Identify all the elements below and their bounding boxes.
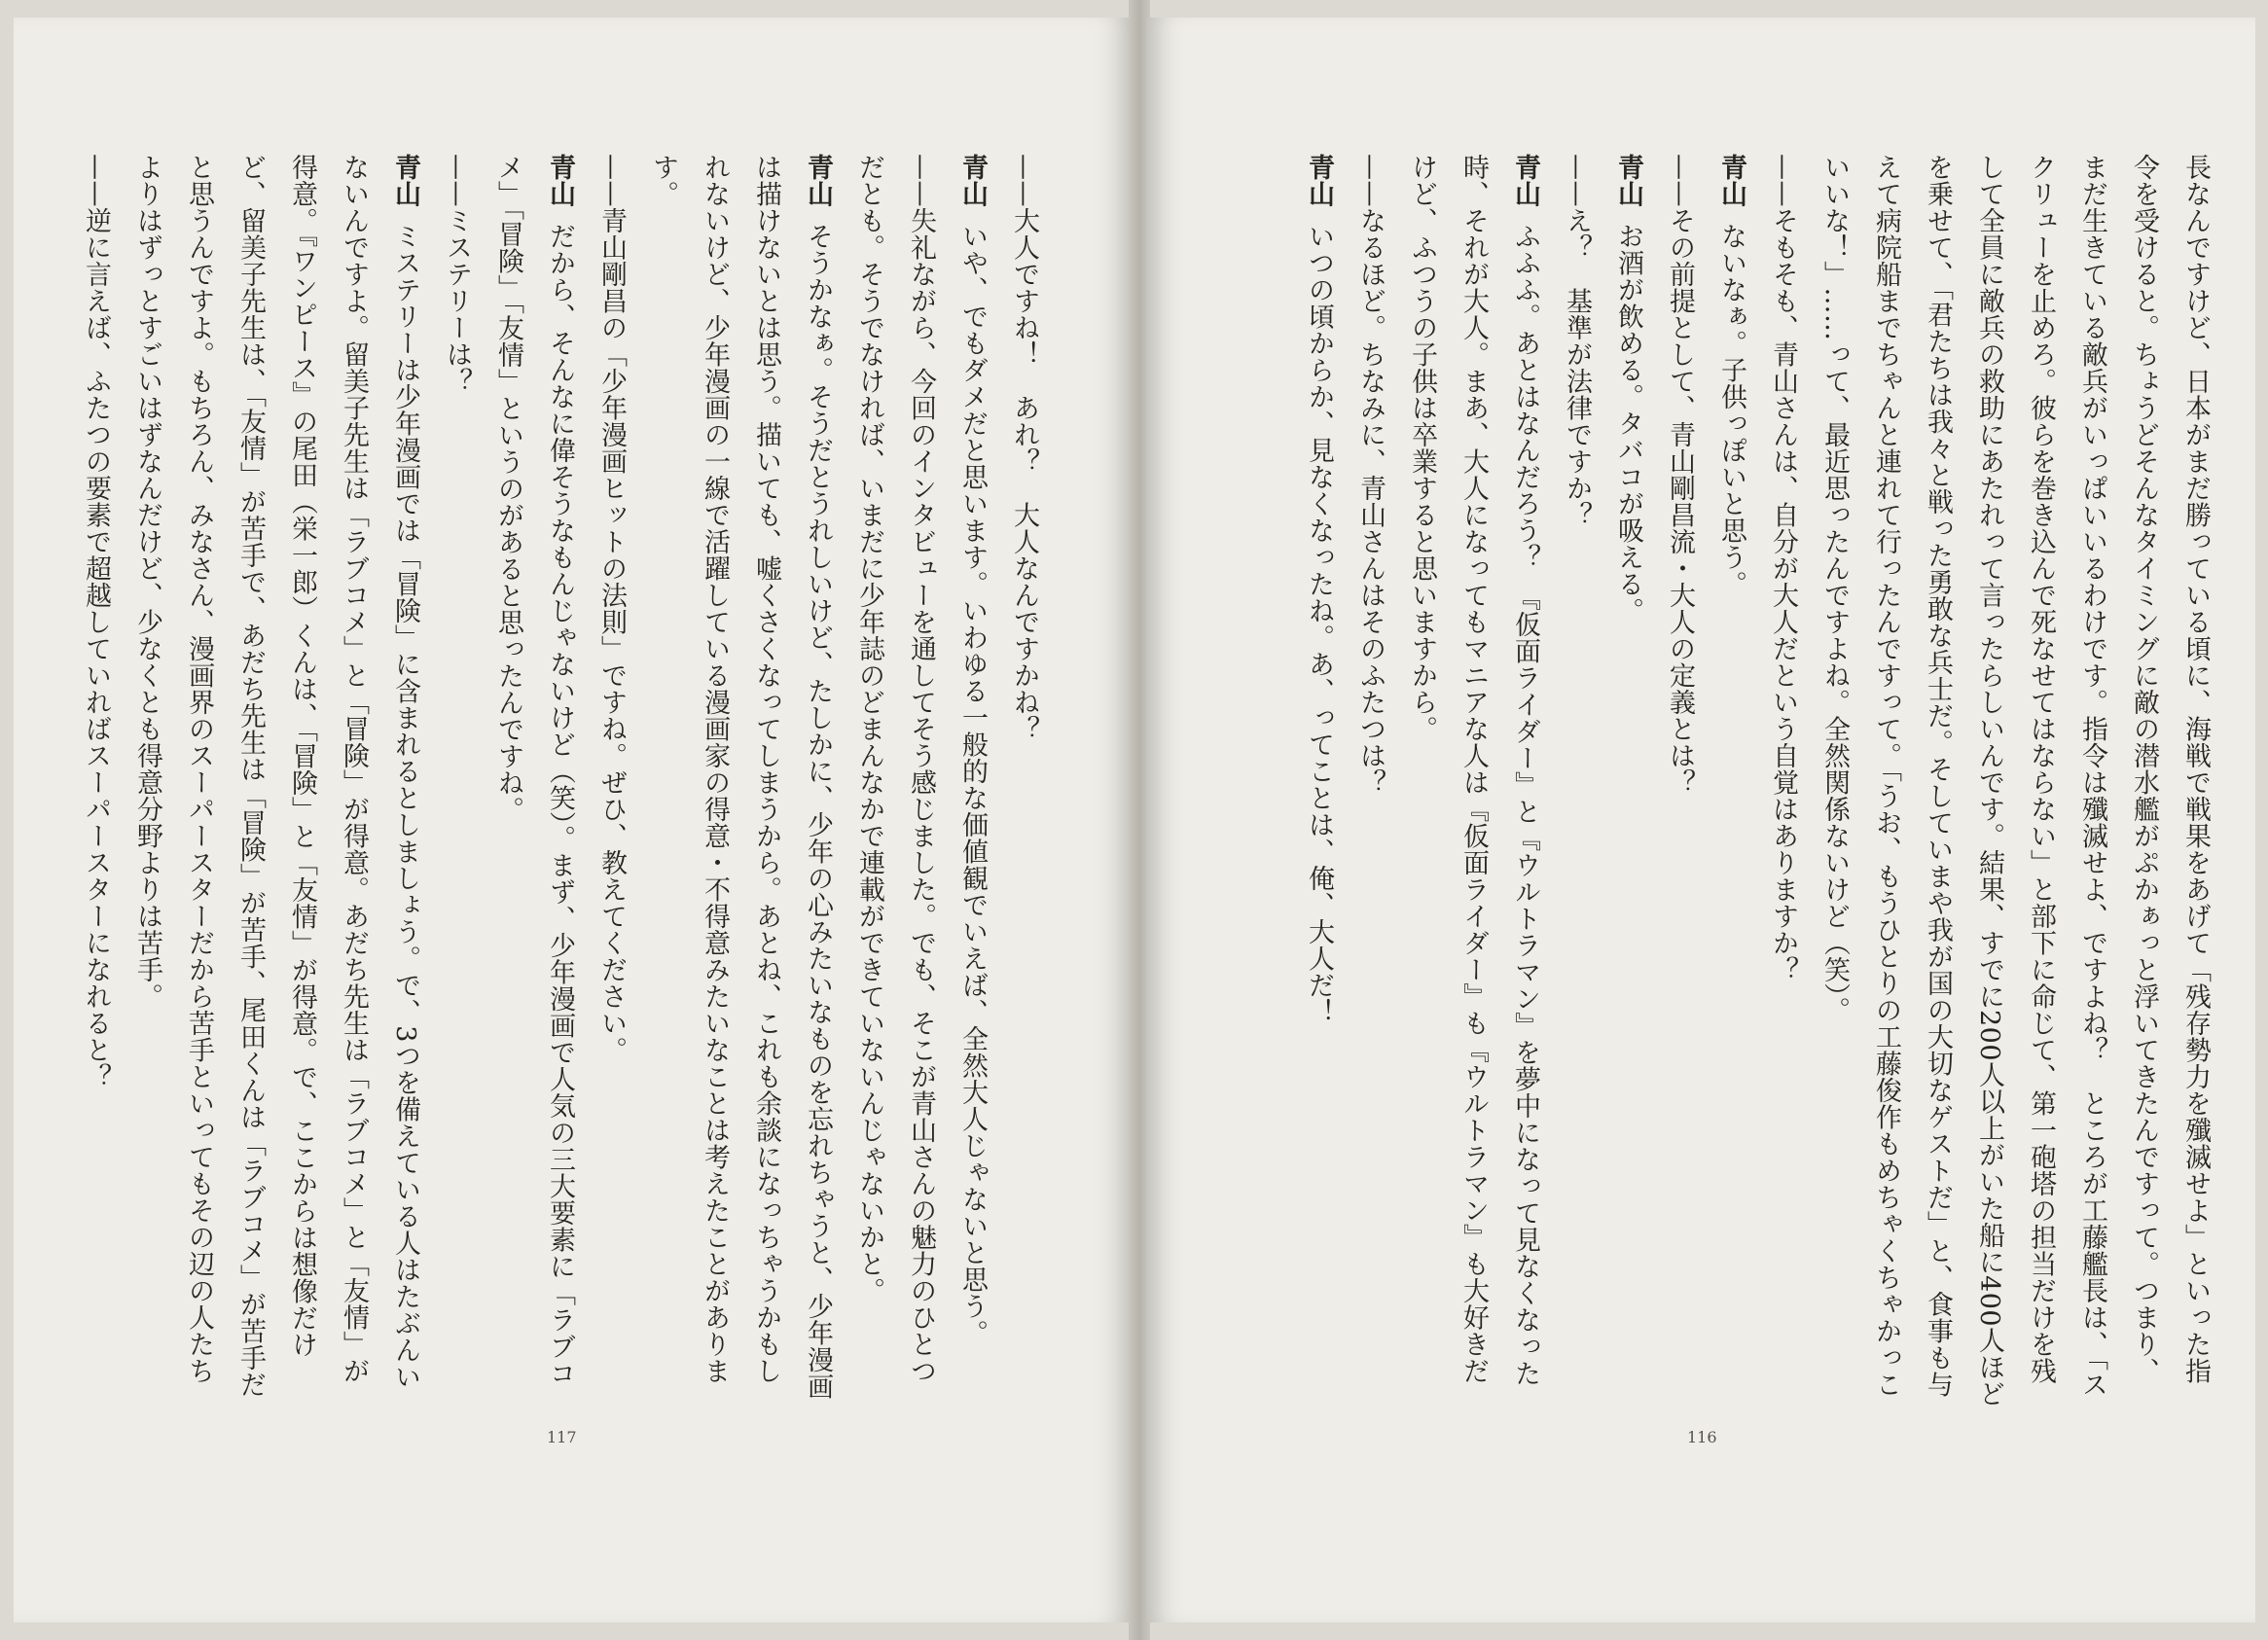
paragraph — [586, 154, 637, 1408]
paragraph — [431, 154, 483, 1408]
paragraph — [1654, 154, 1706, 1408]
paragraph-text: お酒が飲める。タバコが吸える。 — [1613, 223, 1643, 624]
speaker-label: 青山 — [1716, 154, 1746, 207]
paragraph — [1757, 154, 1809, 1408]
paragraph-text: ふふふ。あとはなんだろう？ 『仮面ライダー』と『ウルトラマン』を夢中になって見なくなった時、それが大人。まあ、大人になってもマニアな人は『仮面ライダー』も『ウルトラマン』も大好きだけど、ふつうの子供は卒業すると思いますから。 — [1407, 154, 1540, 1387]
paragraph-text: いつの頃からか、見なくなったね。あ、ってことは、俺、大人だ！ — [1304, 223, 1334, 1026]
paragraph — [1551, 154, 1602, 1408]
speaker-label: 青山 — [1510, 154, 1540, 207]
speaker-label: 青山 — [545, 154, 575, 207]
paragraph — [1809, 154, 2221, 1408]
paragraph-text: だから、そんなに偉そうなもんじゃないけど（笑）。まず、少年漫画で人気の三大要素に「ラブコメ」「冒険」「友情」というのがあると思ったんですね。 — [493, 154, 575, 1387]
paragraph-text: ——逆に言えば、ふたつの要素で超越していればスーパースターになれると？ — [81, 154, 111, 1090]
paragraph — [844, 154, 947, 1408]
paragraph — [998, 154, 1050, 1408]
left-page-body — [81, 154, 1050, 1408]
paragraph-text: ——え？ 基準が法律ですか？ — [1562, 154, 1592, 528]
paragraph-text: 長なんですけど、日本がまだ勝っている頃に、海戦で戦果をあげて「残存勢力を殲滅せよ」といった指令を受けると。ちょうどそんなタイミングに敵の潜水艦がぷかぁっと浮いてきたんですって。つまり、まだ生きている敵兵がいっぱいいるわけです。指令は殲滅せよ、ですよね？ ところが工藤艦長は、「スクリューを止めろ。彼らを巻き込んで死なせてはならない」と部下に命じて、第一砲塔の担当だけを残して全員に敵兵の救助にあたれって言ったらしいんです。結果、すでに200人以上がいた船に400人ほどを乗せて、「君たちは我々と戦った勇敢な兵士だ。そしていまや我が国の大切なゲストだ」と、食事も与えて病院船までちゃんと連れて行ったんですって。「うお、もうひとりの工藤俊作もめちゃくちゃかっこいいな！」……って、最近思ったんですよね。全然関係ないけど（笑）。 — [1819, 154, 2211, 1408]
paragraph — [1345, 154, 1396, 1408]
paragraph — [1602, 154, 1654, 1408]
paragraph-text: ——その前提として、青山剛昌流・大人の定義とは？ — [1665, 154, 1695, 796]
speaker-label: 青山 — [803, 154, 833, 207]
paragraph-text: ——ミステリーは？ — [442, 154, 472, 395]
speaker-label: 青山 — [1613, 154, 1643, 207]
speaker-label: 青山 — [390, 154, 420, 207]
paragraph — [637, 154, 844, 1408]
paragraph-text: ——失礼ながら、今回のインタビューを通してそう感じました。でも、そこが青山さんの魅力のひとつだとも。そうでなければ、いまだに少年誌のどまんなかで連載ができていないんじゃないかと。 — [854, 154, 936, 1384]
paragraph — [70, 154, 122, 1408]
right-page-body — [1200, 154, 2221, 1408]
paragraph — [1293, 154, 1345, 1408]
paragraph-text: いや、でもダメだと思います。いわゆる一般的な価値観でいえば、全然大人じゃないと思う。 — [957, 223, 988, 1347]
right-page — [1146, 18, 2255, 1622]
paragraph-text: ミステリーは少年漫画では「冒険」に含まれるとしましょう。で、3つを備えている人はたぶんいないんですよ。留美子先生は「ラブコメ」と「冒険」が得意。あだち先生は「ラブコメ」と「友情」が得意。『ワンピース』の尾田（栄一郎）くんは、「冒険」と「友情」が得意。で、ここからは想像だけど、留美子先生は、「友情」が苦手で、あだち先生は「冒険」が苦手、尾田くんは「ラブコメ」が苦手だと思うんですよ。もちろん、みなさん、漫画界のスーパースターだから苦手といってもその辺の人たちよりはずっとすごいはずなんだけど、少なくとも得意分野よりは苦手。 — [132, 154, 420, 1398]
paragraph — [483, 154, 586, 1408]
paragraph — [947, 154, 998, 1408]
paragraph-text: ないなぁ。子供っぽいと思う。 — [1716, 223, 1746, 598]
paragraph-text: そうかなぁ。そうだとうれしいけど、たしかに、少年の心みたいなものを忘れちゃうと、少年漫画は描けないとは思う。描いても、嘘くさくなってしまうから。あとね、これも余談になっちゃうかもしれないけど、少年漫画の一線で活躍している漫画家の得意・不得意みたいなことは考えたことがあります。 — [648, 154, 833, 1401]
speaker-label: 青山 — [957, 154, 988, 207]
paragraph-text: ——大人ですね！ あれ？ 大人なんですかね？ — [1009, 154, 1039, 742]
paragraph-text: ——なるほど。ちなみに、青山さんはそのふたつは？ — [1355, 154, 1386, 796]
paragraph-text: ——そもそも、青山さんは、自分が大人だという自覚はありますか？ — [1768, 154, 1798, 983]
paragraph-text: ——青山剛昌の「少年漫画ヒットの法則」ですね。ぜひ、教えてください。 — [596, 154, 627, 1063]
paragraph — [122, 154, 431, 1408]
page-number: 116 — [1687, 1428, 1717, 1446]
speaker-label: 青山 — [1304, 154, 1334, 207]
left-page — [14, 18, 1133, 1622]
paragraph — [1396, 154, 1551, 1408]
paragraph — [1706, 154, 1757, 1408]
page-number: 117 — [547, 1428, 577, 1446]
